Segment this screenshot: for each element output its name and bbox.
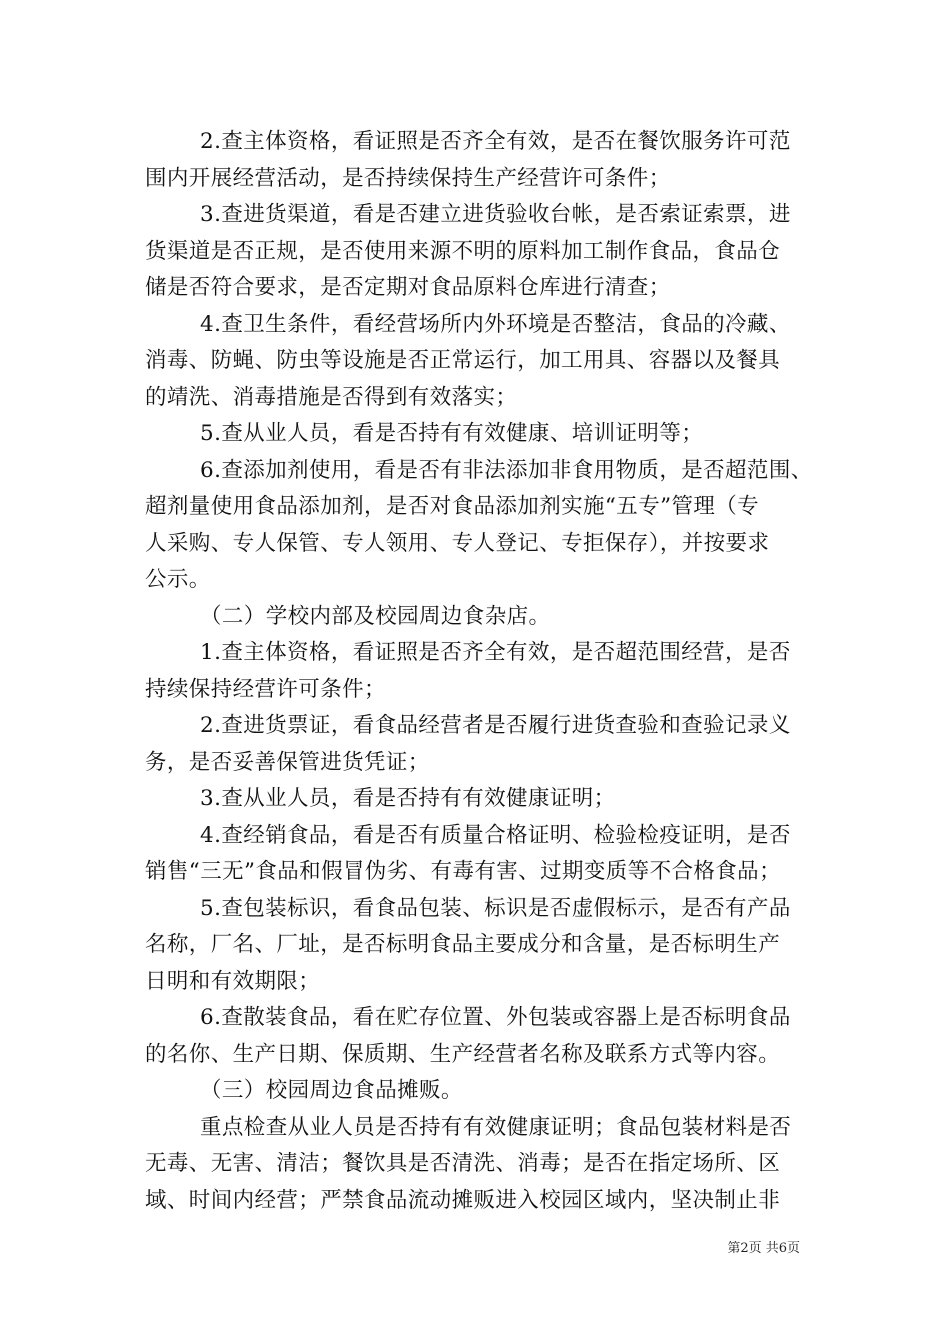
- text-line: 超剂量使用食品添加剂，是否对食品添加剂实施“五专”管理（专: [145, 494, 760, 519]
- text-line: 5.查从业人员，看是否持有有效健康、培训证明等；: [200, 421, 704, 446]
- text-line: 的靖洗、消毒措施是否得到有效落实；: [145, 385, 518, 410]
- text-line: 储是否符合要求，是否定期对食品原料仓库进行清查；: [145, 275, 671, 300]
- text-line: 围内开展经营活动，是否持续保持生产经营许可条件；: [145, 166, 671, 191]
- section-heading: （二）学校内部及校园周边食杂店。: [200, 604, 551, 629]
- text-line: 域、时间内经营；严禁食品流动摊贩进入校园区域内，坚决制止非: [145, 1188, 781, 1213]
- text-line: 重点检查从业人员是否持有有效健康证明；食品包装材料是否: [200, 1115, 792, 1140]
- section-heading: （三）校园周边食品摊贩。: [200, 1078, 463, 1103]
- page-number: 第2页 共6页: [727, 1241, 800, 1256]
- text-line: 人采购、专人保管、专人领用、专人登记、专拒保存），并按要求: [145, 531, 770, 556]
- text-line: 6.查散装食品，看在贮存位置、外包装或容器上是否标明食品: [200, 1005, 791, 1030]
- text-line: 货渠道是否正规，是否使用来源不明的原料加工制作食品，食品仓: [145, 239, 781, 264]
- text-line: 日明和有效期限；: [145, 969, 321, 994]
- text-line: 3.查进货渠道，看是否建立进货验收台帐，是否索证索票，进: [200, 202, 791, 227]
- text-line: 4.查卫生条件，看经营场所内外环境是否整洁，食品的冷藏、: [200, 312, 791, 337]
- text-line: 2.查进货票证，看食品经营者是否履行进货查验和查验记录义: [200, 713, 791, 738]
- text-line: 的名你、生产日期、保质期、生产经营者名称及联系方式等内容。: [145, 1042, 781, 1067]
- text-line: 3.查从业人员，看是否持有有效健康证明；: [200, 786, 616, 811]
- text-line: 4.查经销食品，看是否有质量合格证明、检验检疫证明，是否: [200, 823, 791, 848]
- text-line: 5.查包装标识，看食品包装、标识是否虚假标示，是否有产品: [200, 896, 791, 921]
- text-line: 无毒、无害、清洁；餐饮具是否清洗、消毒；是否在指定场所、区: [145, 1151, 781, 1176]
- text-line: 2.查主体资格，看证照是否齐全有效，是否在餐饮服务许可范: [200, 129, 791, 154]
- text-line: 持续保持经营许可条件；: [145, 677, 386, 702]
- text-line: 务，是否妥善保管进货凭证；: [145, 750, 430, 775]
- text-line: 1.查主体资格，看证照是否齐全有效，是否超范围经营，是否: [200, 640, 791, 665]
- text-line: 消毒、防蝇、防虫等设施是否正常运行，加工用具、容器以及餐具: [145, 348, 781, 373]
- text-line: 销售“三无”食品和假冒伪劣、有毒有害、过期变质等不合格食品；: [145, 859, 781, 884]
- text-line: 6.查添加剂使用，看是否有非法添加非食用物质，是否超范围、: [200, 458, 813, 483]
- text-line: 公示。: [145, 567, 211, 592]
- text-line: 名称，厂名、厂址，是否标明食品主要成分和含量，是否标明生产: [145, 932, 781, 957]
